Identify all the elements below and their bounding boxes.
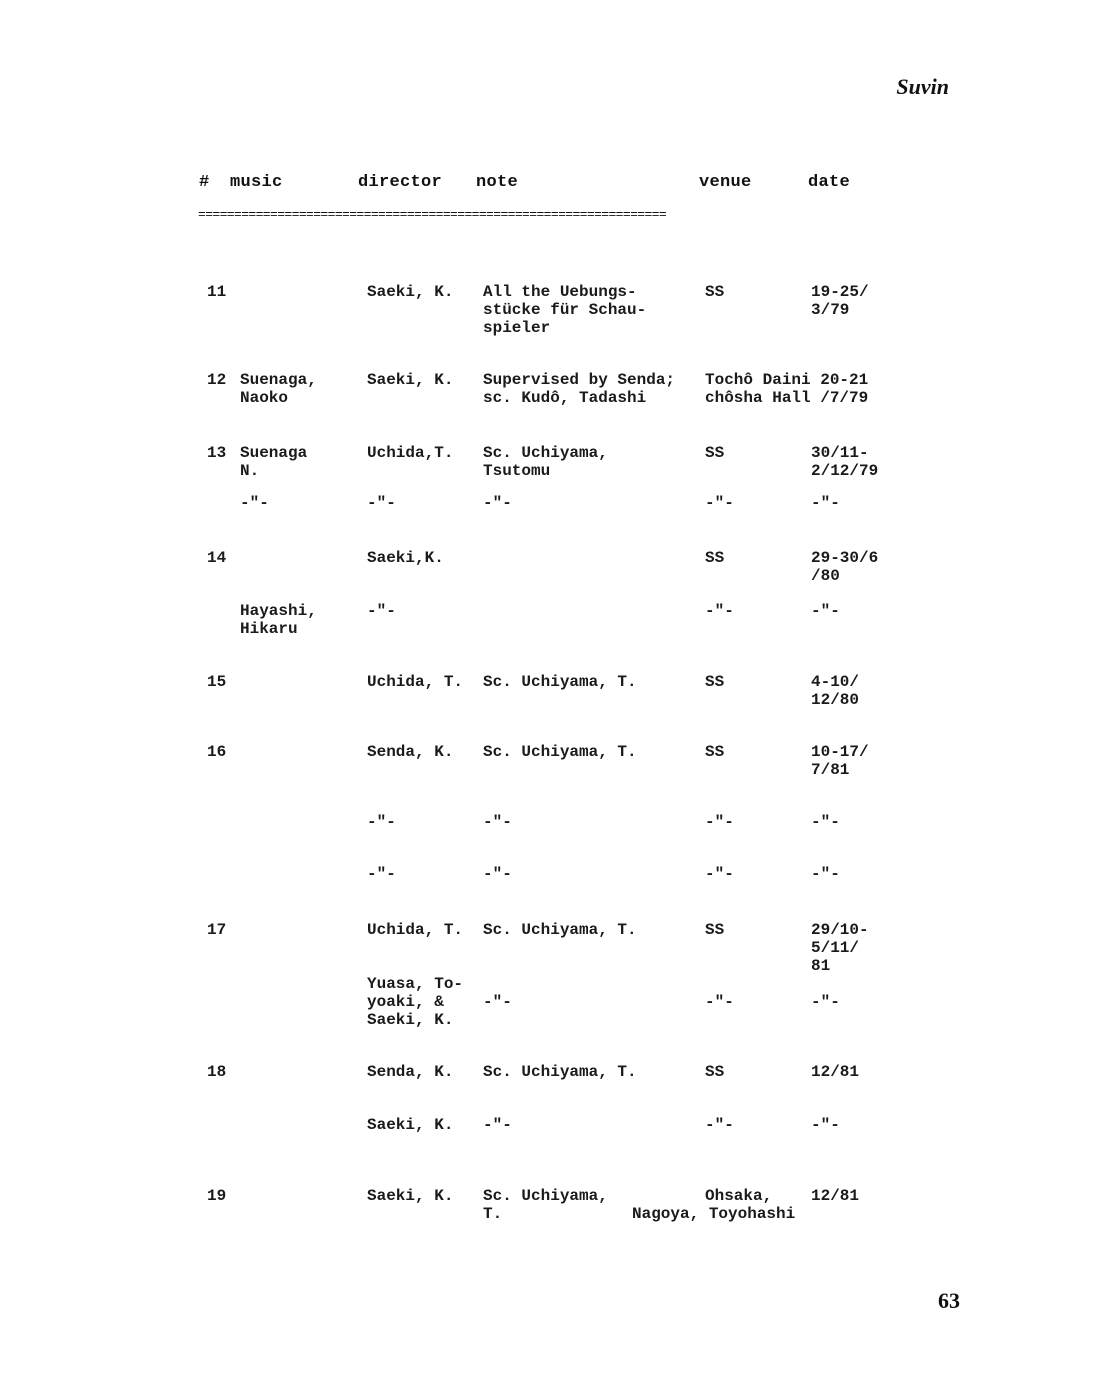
cell-note: -"- — [483, 1116, 512, 1134]
header-venue: venue — [699, 173, 752, 192]
cell-date: -"- — [811, 1116, 840, 1134]
cell-num: 19 — [207, 1187, 227, 1205]
cell-num: 14 — [207, 549, 227, 567]
cell-date: 29-30/6 /80 — [811, 549, 879, 585]
cell-num: 11 — [207, 283, 227, 301]
cell-director: Uchida, T. — [367, 921, 464, 939]
cell-director: Yuasa, To- yoaki, & Saeki, K. — [367, 975, 464, 1029]
cell-venue: SS — [705, 673, 725, 691]
cell-director: -"- — [367, 865, 396, 883]
cell-venue-extra: Nagoya, Toyohashi — [632, 1205, 796, 1223]
cell-director: -"- — [367, 602, 396, 620]
cell-venue: -"- — [705, 993, 734, 1011]
cell-date: -"- — [811, 602, 840, 620]
running-head: Suvin — [896, 74, 949, 99]
cell-music: Suenaga, Naoko — [240, 371, 317, 407]
page-number: 63 — [938, 1288, 960, 1313]
cell-venue: -"- — [705, 813, 734, 831]
cell-note: Sc. Uchiyama, T. — [483, 743, 637, 761]
cell-note: Sc. Uchiyama, T. — [483, 1187, 608, 1223]
cell-date: -"- — [811, 813, 840, 831]
header-rule: ================================================================= — [198, 208, 667, 222]
cell-venue: SS — [705, 283, 725, 301]
cell-music: Hayashi, Hikaru — [240, 602, 317, 638]
cell-date: -"- — [811, 865, 840, 883]
cell-num: 13 — [207, 444, 227, 462]
cell-num: 17 — [207, 921, 227, 939]
cell-music: Suenaga N. — [240, 444, 308, 480]
cell-date: 30/11- 2/12/79 — [811, 444, 879, 480]
cell-director: Saeki, K. — [367, 283, 454, 301]
cell-director: Uchida,T. — [367, 444, 454, 462]
cell-date: -"- — [811, 494, 840, 512]
cell-venue: -"- — [705, 602, 734, 620]
cell-music: -"- — [240, 494, 269, 512]
cell-date: 12/81 — [811, 1063, 860, 1081]
cell-director: Saeki,K. — [367, 549, 444, 567]
cell-date: 10-17/ 7/81 — [811, 743, 869, 779]
cell-venue: SS — [705, 1063, 725, 1081]
cell-venue: Ohsaka, — [705, 1187, 773, 1205]
cell-num: 15 — [207, 673, 227, 691]
cell-director: Saeki, K. — [367, 1116, 454, 1134]
cell-num: 16 — [207, 743, 227, 761]
cell-venue: -"- — [705, 865, 734, 883]
cell-director: Senda, K. — [367, 743, 454, 761]
cell-director: Uchida, T. — [367, 673, 464, 691]
cell-director: Senda, K. — [367, 1063, 454, 1081]
cell-venue: SS — [705, 549, 725, 567]
cell-note: Sc. Uchiyama, Tsutomu — [483, 444, 608, 480]
cell-note: All the Uebungs- stücke für Schau- spieler — [483, 283, 647, 337]
header-director: director — [358, 173, 443, 192]
cell-director: Saeki, K. — [367, 1187, 454, 1205]
cell-director: -"- — [367, 813, 396, 831]
header-number: # — [199, 173, 210, 192]
cell-note: Sc. Uchiyama, T. — [483, 1063, 637, 1081]
cell-venue: SS — [705, 921, 725, 939]
cell-num: 18 — [207, 1063, 227, 1081]
cell-date: 12/81 — [811, 1187, 860, 1205]
header-date: date — [808, 173, 851, 192]
cell-note: Sc. Uchiyama, T. — [483, 921, 637, 939]
cell-note: -"- — [483, 494, 512, 512]
cell-note: -"- — [483, 813, 512, 831]
cell-note: Supervised by Senda; sc. Kudô, Tadashi — [483, 371, 676, 407]
cell-note: Sc. Uchiyama, T. — [483, 673, 637, 691]
cell-date: 4-10/ 12/80 — [811, 673, 860, 709]
cell-date: 19-25/ 3/79 — [811, 283, 869, 319]
cell-note: -"- — [483, 865, 512, 883]
cell-venue: -"- — [705, 1116, 734, 1134]
cell-note: -"- — [483, 993, 512, 1011]
header-music: music — [230, 173, 283, 192]
cell-num: 12 — [207, 371, 227, 389]
cell-date: -"- — [811, 993, 840, 1011]
cell-date: 29/10- 5/11/ 81 — [811, 921, 869, 975]
cell-venue: Tochô Daini 20-21 chôsha Hall /7/79 — [705, 371, 869, 407]
cell-venue: -"- — [705, 494, 734, 512]
cell-venue: SS — [705, 444, 725, 462]
cell-director: Saeki, K. — [367, 371, 454, 389]
header-note: note — [476, 173, 519, 192]
cell-venue: SS — [705, 743, 725, 761]
cell-director: -"- — [367, 494, 396, 512]
